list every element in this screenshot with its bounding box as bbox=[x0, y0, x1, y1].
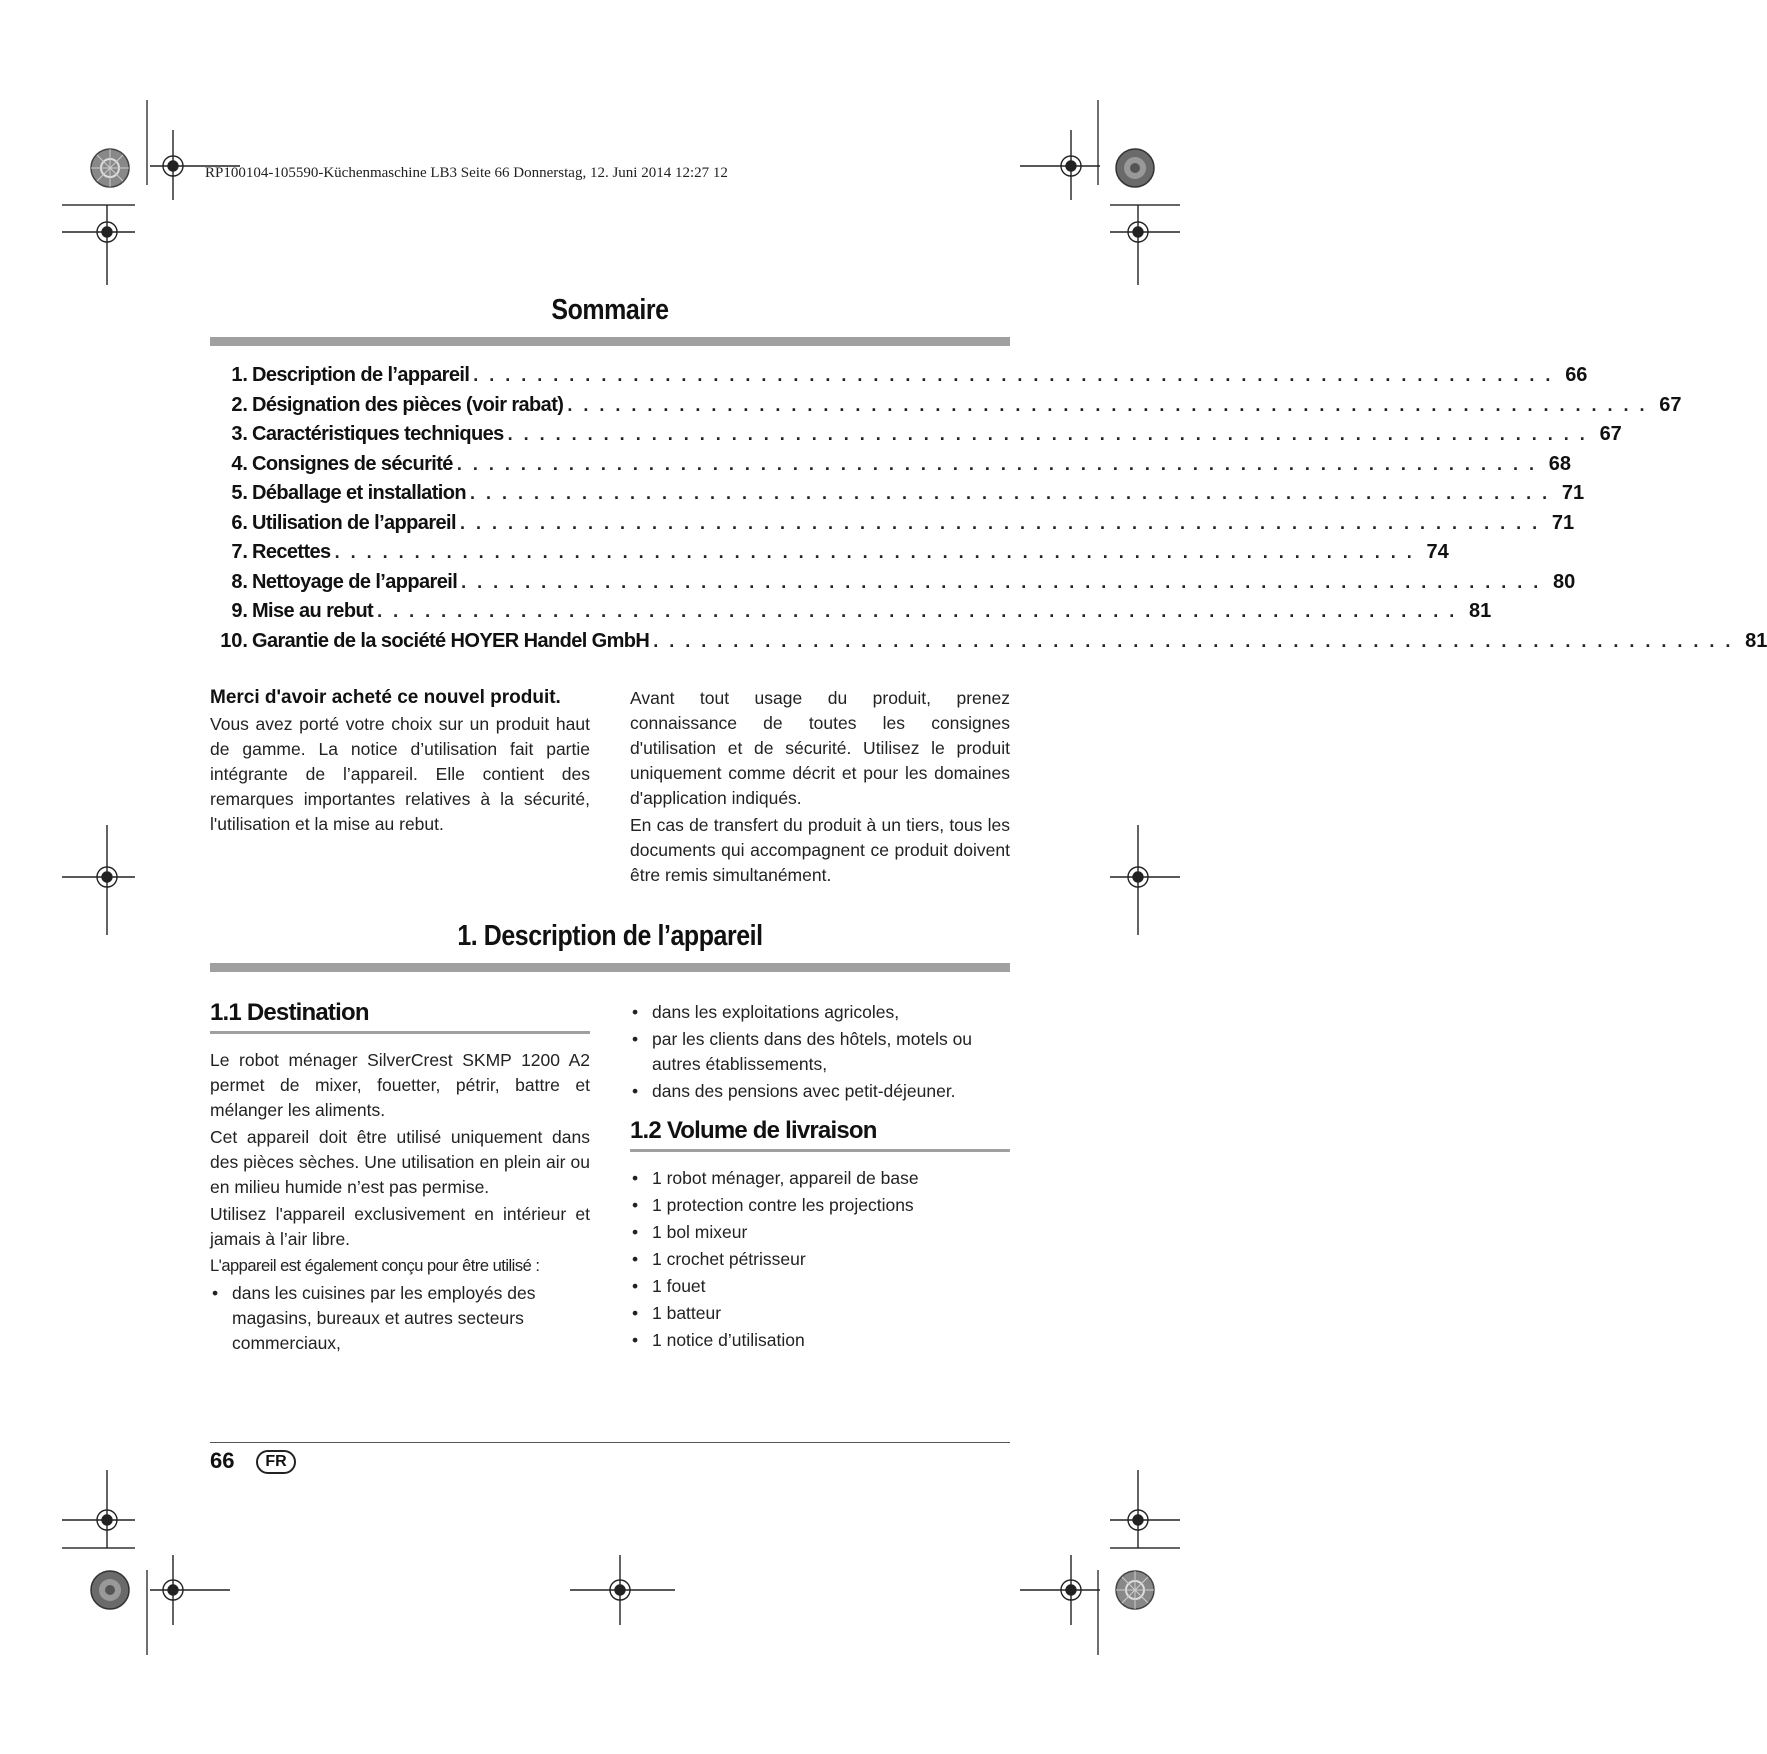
toc-entry[interactable] bbox=[210, 452, 1571, 483]
toc-entry-label: Recettes bbox=[252, 541, 331, 563]
toc-entry-number: 5. bbox=[231, 482, 248, 504]
intro-right-column bbox=[630, 686, 1010, 890]
toc-entry-page: 74 bbox=[1426, 541, 1449, 563]
star-target-icon bbox=[1116, 1571, 1154, 1609]
destination-paragraph: Cet appareil doit être utilisé uniquement dans des pièces sèches. Une utilisation en plein air ou en milieu humide n’est pas permise. bbox=[210, 1127, 590, 1197]
section-left-column bbox=[210, 1000, 590, 1358]
list-item: • dans des pensions avec petit-déjeuner. bbox=[630, 1079, 1010, 1104]
uses-list-continued bbox=[630, 1000, 1010, 1104]
toc-entry[interactable] bbox=[210, 570, 1576, 601]
registration-target-icon bbox=[1020, 130, 1100, 200]
registration-target-icon bbox=[1110, 1470, 1180, 1548]
language-badge: FR bbox=[256, 1450, 296, 1474]
toc-entry-label: Description de l’appareil bbox=[252, 364, 470, 386]
delivery-list bbox=[630, 1166, 1010, 1353]
list-item: • 1 robot ménager, appareil de base bbox=[630, 1166, 1010, 1191]
toc-entry-page: 81 bbox=[1745, 629, 1767, 652]
toc-entry-page: 67 bbox=[1659, 393, 1682, 416]
color-target-icon bbox=[1116, 149, 1154, 187]
toc-entry-number: 3. bbox=[231, 423, 248, 445]
toc-entry-label: Consignes de sécurité bbox=[252, 452, 453, 475]
toc-leader: . . . . . . . . . . . . . . . . . . . . . . . . . . . . . . . . . . . . . . . . . . . . . . . . . . . . . . . . . . . . . . . . . . . . bbox=[459, 512, 1541, 533]
toc-leader: . . . . . . . . . . . . . . . . . . . . . . . . . . . . . . . . . . . . . . . . . . . . . . . . . . . . . . . . . . . . . . . . . . . . bbox=[456, 453, 1537, 474]
toc-entry-number: 6. bbox=[231, 511, 248, 534]
registration-target-icon bbox=[570, 1555, 675, 1625]
toc-entry-label: Mise au rebut bbox=[252, 600, 374, 622]
toc-leader: . . . . . . . . . . . . . . . . . . . . . . . . . . . . . . . . . . . . . . . . . . . . . . . . . . . . . . . . . . . . . . . . . . . . bbox=[653, 630, 1734, 651]
registration-target-icon bbox=[62, 825, 135, 935]
intro-left-column bbox=[210, 686, 590, 839]
toc-entry[interactable] bbox=[210, 511, 1575, 542]
table-of-contents bbox=[210, 364, 1767, 659]
toc-entry-number: 8. bbox=[231, 570, 248, 593]
toc-entry-number: 7. bbox=[231, 541, 248, 563]
toc-entry-label: Garantie de la société HOYER Handel GmbH bbox=[252, 629, 650, 652]
intro-heading: Merci d'avoir acheté ce nouvel produit. bbox=[210, 687, 561, 708]
list-item: • 1 notice d’utilisation bbox=[630, 1328, 1010, 1353]
toc-entry[interactable] bbox=[210, 600, 1492, 630]
registration-target-icon bbox=[62, 205, 135, 285]
intro-paragraph: En cas de transfert du produit à un tiers, tous les documents qui accompagnent ce produit doivent être remis simultanément. bbox=[630, 815, 1010, 885]
toc-leader: . . . . . . . . . . . . . . . . . . . . . . . . . . . . . . . . . . . . . . . . . . . . . . . . . . . . . . . . . . . . . . . . . . . . bbox=[377, 601, 1458, 621]
registration-target-icon bbox=[1020, 1555, 1100, 1625]
toc-entry-page: 66 bbox=[1565, 364, 1588, 386]
toc-entry-page: 71 bbox=[1551, 511, 1575, 534]
toc-entry-page: 71 bbox=[1561, 482, 1585, 504]
toc-leader: . . . . . . . . . . . . . . . . . . . . . . . . . . . . . . . . . . . . . . . . . . . . . . . . . . . . . . . . . . . . . . . . . . . . bbox=[507, 424, 1588, 444]
list-item: • 1 fouet bbox=[630, 1274, 1010, 1299]
intro-paragraph: Vous avez porté votre choix sur un produit haut de gamme. La notice d’utilisation fait partie intégrante de l’appareil. Elle contient des remarques importantes relatives à la sécurité, l'utilisation et la mise au rebut. bbox=[210, 714, 590, 834]
toc-entry-label: Déballage et installation bbox=[252, 482, 466, 504]
toc-entry-page: 68 bbox=[1548, 452, 1571, 475]
toc-entry-number: 2. bbox=[231, 393, 248, 416]
destination-note: L'appareil est également conçu pour être utilisé : bbox=[210, 1257, 540, 1275]
delivery-heading: 1.2 Volume de livraison bbox=[630, 1118, 1010, 1152]
toc-entry-label: Caractéristiques techniques bbox=[252, 423, 504, 445]
toc-entry[interactable] bbox=[210, 482, 1585, 512]
section-title: 1. Description de l’appareil bbox=[457, 920, 763, 952]
toc-entry-number: 10. bbox=[220, 629, 248, 652]
toc-entry-page: 80 bbox=[1553, 570, 1576, 593]
toc-leader: . . . . . . . . . . . . . . . . . . . . . . . . . . . . . . . . . . . . . . . . . . . . . . . . . . . . . . . . . . . . . . . . . . . . bbox=[567, 394, 1648, 415]
toc-entry-page: 81 bbox=[1469, 600, 1492, 622]
list-item: • 1 bol mixeur bbox=[630, 1220, 1010, 1245]
list-item: • 1 crochet pétrisseur bbox=[630, 1247, 1010, 1272]
list-item: • dans les exploitations agricoles, bbox=[630, 1000, 1010, 1025]
star-target-icon bbox=[91, 149, 129, 187]
toc-entry[interactable] bbox=[210, 393, 1682, 424]
destination-paragraph: Le robot ménager SilverCrest SKMP 1200 A2 permet de mixer, fouetter, pétrir, battre et mélanger les aliments. bbox=[210, 1050, 590, 1120]
footer-rule bbox=[210, 1442, 1010, 1443]
toc-title-rule bbox=[210, 337, 1010, 346]
toc-entry-number: 4. bbox=[231, 452, 248, 475]
list-item: • dans les cuisines par les employés des magasins, bureaux et autres secteurs commerciaux, bbox=[210, 1281, 590, 1356]
toc-leader: . . . . . . . . . . . . . . . . . . . . . . . . . . . . . . . . . . . . . . . . . . . . . . . . . . . . . . . . . . . . . . . . . . . . bbox=[469, 483, 1551, 503]
toc-entry[interactable] bbox=[210, 423, 1622, 453]
toc-entry[interactable] bbox=[210, 364, 1588, 394]
list-item: • 1 protection contre les projections bbox=[630, 1193, 1010, 1218]
registration-target-icon bbox=[150, 1555, 230, 1625]
toc-entry-number: 1. bbox=[231, 364, 248, 386]
page-number: 66 bbox=[210, 1448, 235, 1473]
destination-paragraph: Utilisez l'appareil exclusivement en intérieur et jamais à l’air libre. bbox=[210, 1204, 590, 1249]
destination-heading: 1.1 Destination bbox=[210, 1000, 590, 1034]
toc-leader: . . . . . . . . . . . . . . . . . . . . . . . . . . . . . . . . . . . . . . . . . . . . . . . . . . . . . . . . . . . . . . . . . . . . bbox=[334, 542, 1415, 562]
toc-entry[interactable] bbox=[210, 629, 1767, 660]
registration-target-icon bbox=[62, 1470, 135, 1548]
toc-entry-label: Utilisation de l’appareil bbox=[252, 511, 456, 534]
print-slug: RP100104-105590-Küchenmaschine LB3 Seite 66 Donnerstag, 12. Juni 2014 12:27 12 bbox=[205, 165, 728, 181]
list-item: • 1 batteur bbox=[630, 1301, 1010, 1326]
registration-target-icon bbox=[1110, 825, 1180, 935]
toc-entry[interactable] bbox=[210, 541, 1449, 571]
toc-leader: . . . . . . . . . . . . . . . . . . . . . . . . . . . . . . . . . . . . . . . . . . . . . . . . . . . . . . . . . . . . . . . . . . . . bbox=[473, 365, 1554, 385]
toc-entry-label: Désignation des pièces (voir rabat) bbox=[252, 393, 564, 416]
section-title-rule bbox=[210, 963, 1010, 972]
toc-entry-number: 9. bbox=[231, 600, 248, 622]
intro-paragraph: Avant tout usage du produit, prenez connaissance de toutes les consignes d'utilisation et de sécurité. Utilisez le produit uniquement comme décrit et pour les domaines d'application indiqués. bbox=[630, 688, 1010, 808]
toc-entry-page: 67 bbox=[1599, 423, 1622, 445]
color-target-icon bbox=[91, 1571, 129, 1609]
toc-entry-label: Nettoyage de l’appareil bbox=[252, 570, 458, 593]
section-right-column bbox=[630, 1000, 1010, 1355]
registration-target-icon bbox=[1110, 205, 1180, 285]
list-item: • par les clients dans des hôtels, motels ou autres établissements, bbox=[630, 1027, 1010, 1077]
toc-leader: . . . . . . . . . . . . . . . . . . . . . . . . . . . . . . . . . . . . . . . . . . . . . . . . . . . . . . . . . . . . . . . . . . . . bbox=[461, 571, 1542, 592]
toc-title: Sommaire bbox=[551, 294, 669, 326]
uses-list bbox=[210, 1281, 590, 1356]
